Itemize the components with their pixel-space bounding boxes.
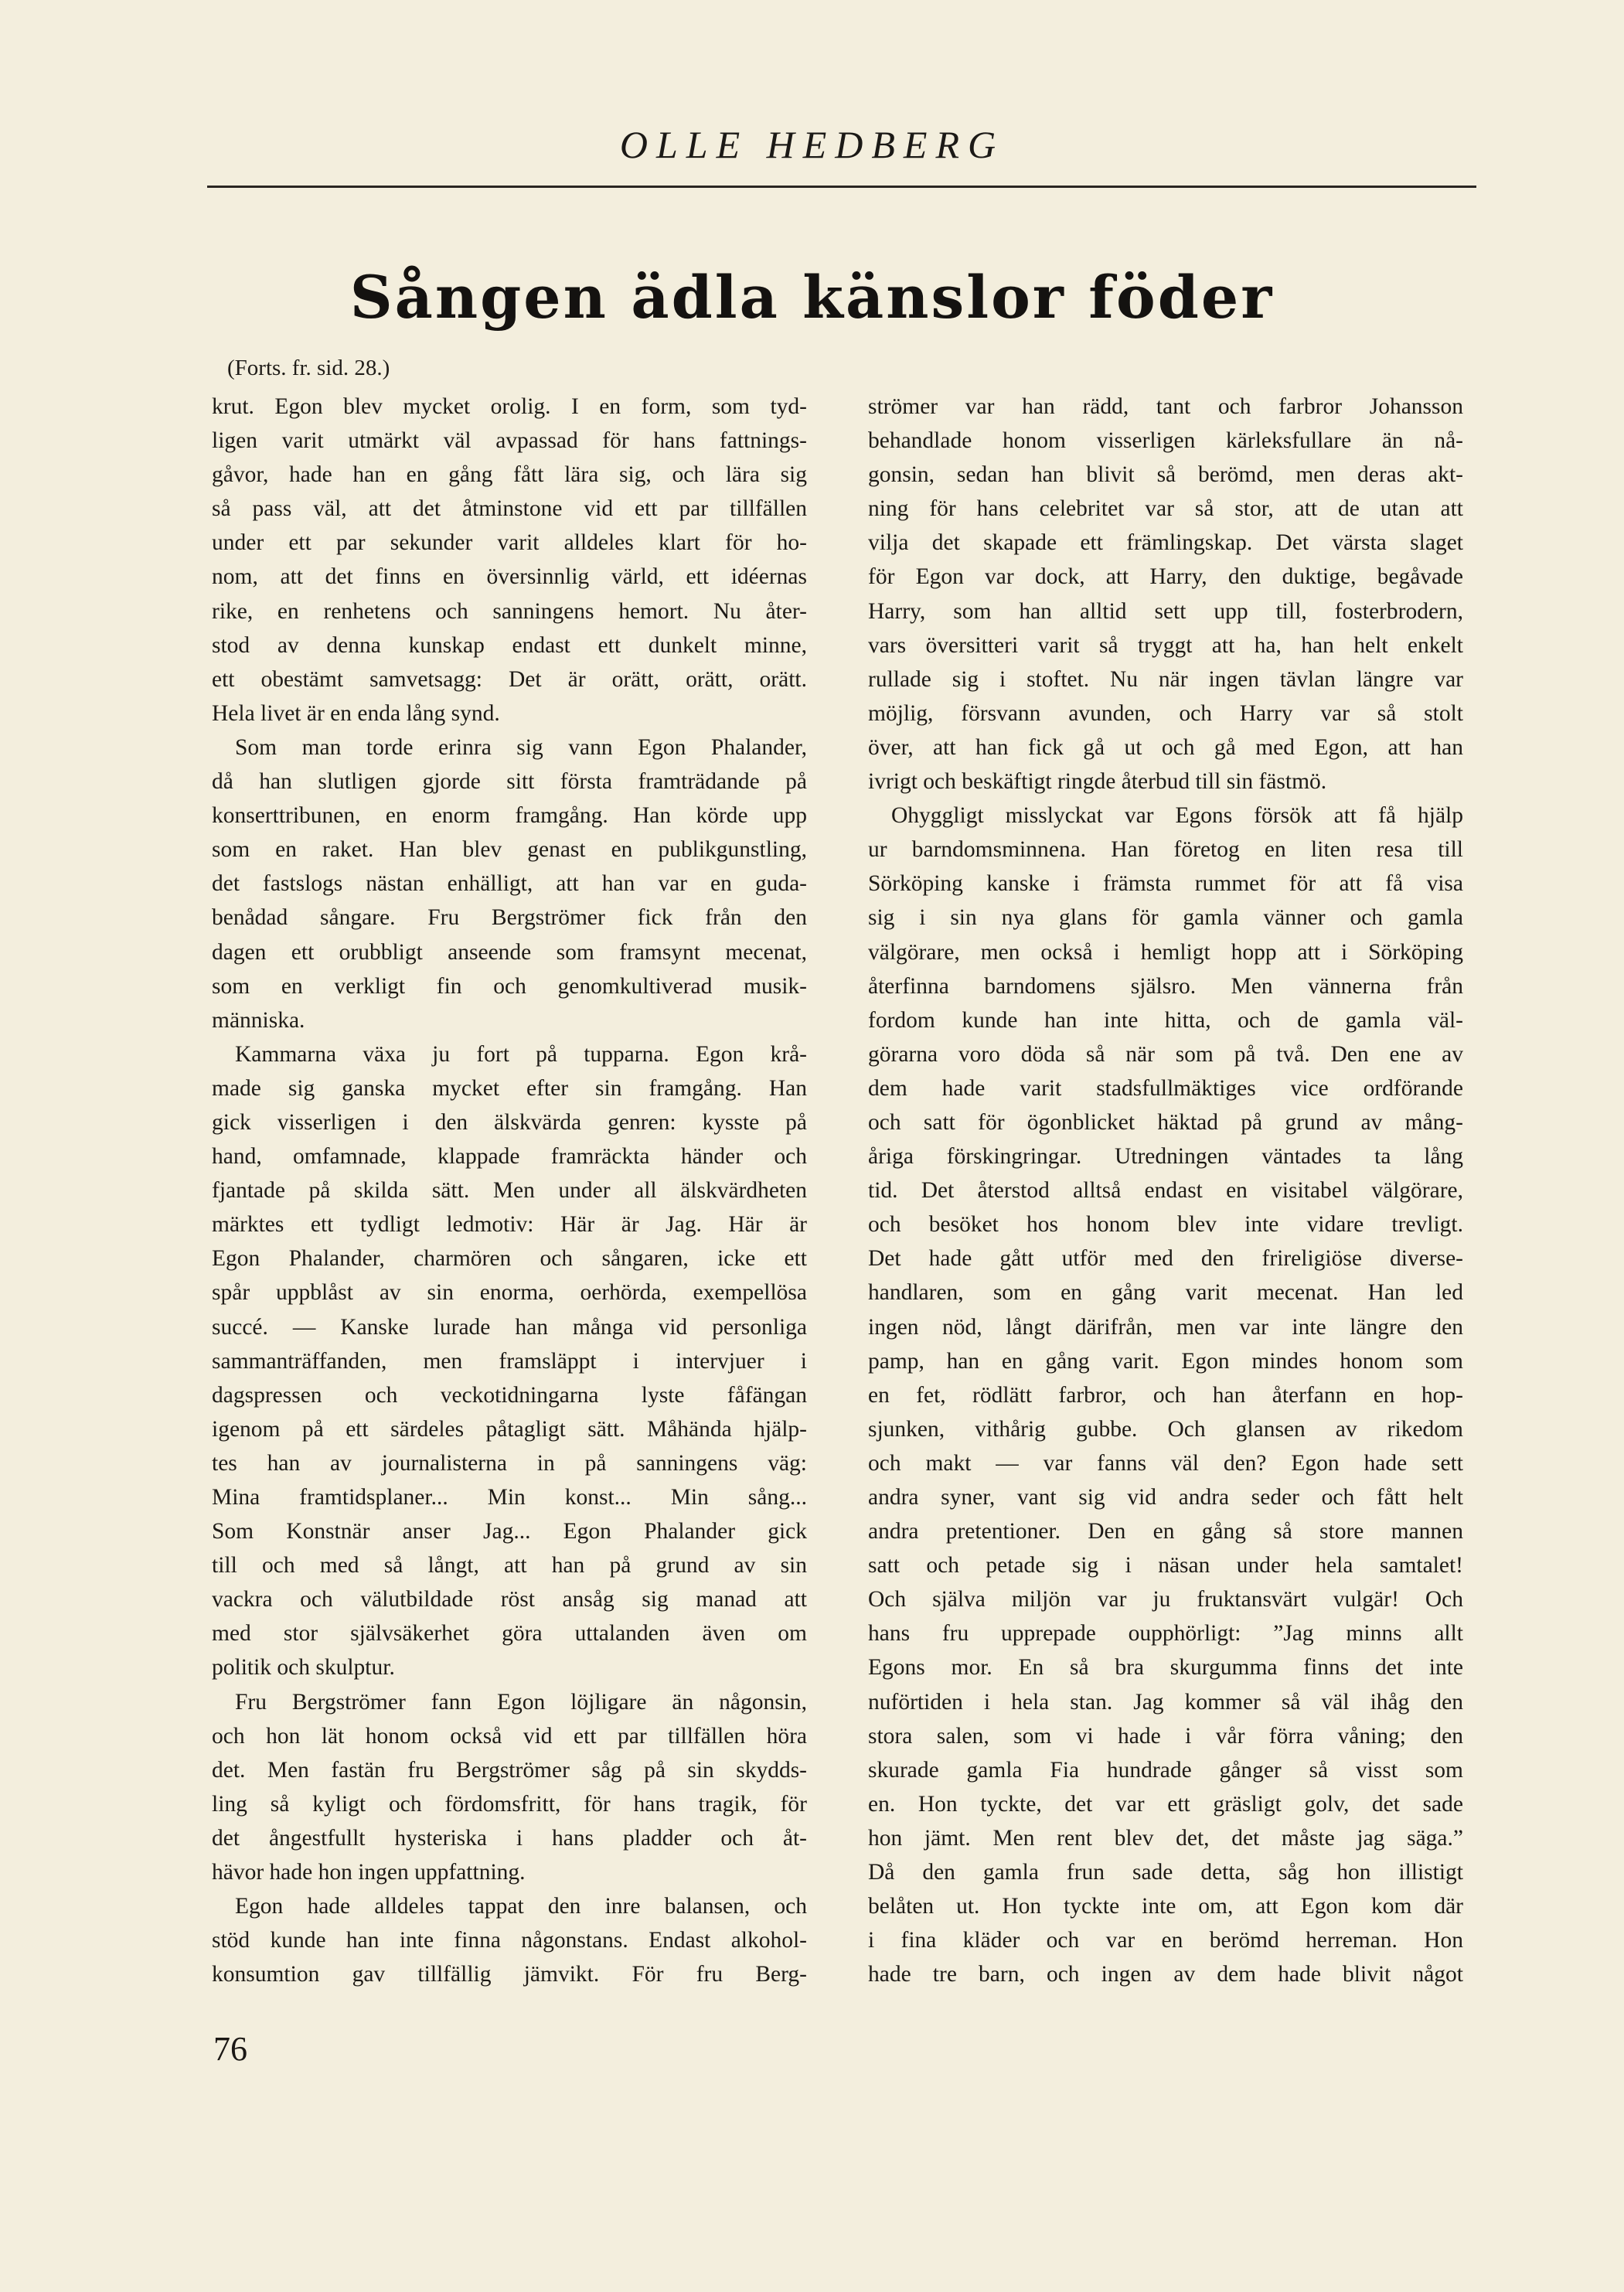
text-line: så pass väl, att det åtminstone vid ett par tillfällen [212,496,807,522]
text-line: görarna voro döda så när som på två. Den ene av [868,1041,1463,1067]
text-line: konsumtion gav tillfällig jämvikt. För fru Berg- [212,1962,807,1987]
text-line: nom, att det finns en översinnlig värld, ett idéernas [212,564,807,590]
text-line: tid. Det återstod alltså endast en visitabel välgörare, [868,1178,1463,1204]
text-line: politik och skulptur. [212,1655,395,1681]
text-line: åriga förskingringar. Utredningen väntades ta lång [868,1144,1463,1170]
text-line: Och själva miljön var ju fruktansvärt vulgär! Och [868,1587,1463,1613]
text-line: för Egon var dock, att Harry, den duktige, begåvade [868,564,1463,590]
text-line: Egons mor. En så bra skurgumma finns det inte [868,1655,1463,1681]
text-line: ett obestämt samvetsagg: Det är orätt, orätt, orätt. [212,666,807,692]
text-line: möjlig, försvann avunden, och Harry var så stolt [868,700,1463,726]
text-line: Kammarna växa ju fort på tupparna. Egon krå- [235,1041,807,1067]
text-line: hade tre barn, och ingen av dem hade blivit något [868,1962,1463,1987]
text-line: ivrigt och beskäftigt ringde återbud till sin fästmö. [868,769,1327,795]
text-line: andra pretentioner. Den en gång så store mannen [868,1519,1463,1544]
text-line: hon jämt. Men rent blev det, det måste jag säga.” [868,1825,1463,1851]
page-number: 76 [213,2030,247,2068]
text-line: made sig ganska mycket efter sin framgång. Han [212,1075,807,1101]
text-line: sig i sin nya glans för gamla vänner och gamla [868,905,1463,931]
text-line: satt och petade sig i näsan under hela samtalet! [868,1553,1463,1579]
text-line: då han slutligen gjorde sitt första framträdande på [212,769,807,795]
text-line: Harry, som han alltid sett upp till, fosterbrodern, [868,598,1463,624]
text-line: nuförtiden i hela stan. Jag kommer så väl ihåg den [868,1689,1463,1715]
header-rule [207,186,1476,188]
text-line: rike, en renhetens och sanningens hemort. Nu åter- [212,598,807,624]
text-line: vars översitteri varit så tryggt att ha, han helt enkelt [868,632,1463,658]
text-line: ingen nöd, långt därifrån, men var inte längre den [868,1314,1463,1340]
text-line: Då den gamla frun sade detta, såg hon illistigt [868,1860,1463,1885]
text-line: belåten ut. Hon tyckte inte om, att Egon kom där [868,1894,1463,1919]
text-line: återfinna barndomens själsro. Men vännerna från [868,973,1463,999]
author-header: OLLE HEDBERG [619,123,1005,166]
text-line: rullade sig i stoftet. Nu när ingen tävlan längre var [868,666,1463,692]
text-line: Som Konstnär anser Jag... Egon Phalander gick [212,1519,807,1544]
text-line: ling så kyligt och fördomsfritt, för hans tragik, för [212,1791,807,1817]
text-column-left [212,390,807,1991]
text-line: sammanträffanden, men framsläppt i intervjuer i [212,1348,807,1374]
text-line: med stor självsäkerhet göra uttalanden även om [212,1621,807,1647]
text-line: Hela livet är en enda lång synd. [212,700,500,726]
text-line: gick visserligen i den älskvärda genren: kysste på [212,1109,807,1135]
text-line: Ohyggligt misslyckat var Egons försök att få hjälp [891,803,1463,829]
text-line: ur barndomsminnena. Han företog en liten resa till [868,837,1463,863]
text-line: i fina kläder och var en berömd herreman. Hon [868,1928,1463,1953]
text-line: fordom kunde han inte hitta, och de gamla väl- [868,1007,1463,1033]
text-line: Det hade gått utför med den frireligiöse diverse- [868,1246,1463,1272]
text-line: Fru Bergströmer fann Egon löjligare än någonsin, [235,1689,807,1715]
text-line: välgörare, men också i hemligt hopp att i Sörköping [868,939,1463,965]
text-line: vilja det skapade ett främlingskap. Det värsta slaget [868,530,1463,556]
text-line: märktes ett tydligt ledmotiv: Här är Jag. Här är [212,1212,807,1238]
text-line: Som man torde erinra sig vann Egon Phalander, [235,734,807,760]
text-line: hävor hade hon ingen uppfattning. [212,1860,526,1885]
text-line: benådad sångare. Fru Bergströmer fick från den [212,905,807,931]
text-line: och besöket hos honom blev inte vidare trevligt. [868,1212,1463,1238]
text-line: ligen varit utmärkt väl avpassad för hans fattnings- [212,428,807,454]
text-line: tes han av journalisterna in på sanningens väg: [212,1450,807,1476]
text-line: som en raket. Han blev genast en publikgunstling, [212,837,807,863]
text-line: konserttribunen, en enorm framgång. Han körde upp [212,803,807,829]
text-line: och hon lät honom också vid ett par tillfällen höra [212,1723,807,1749]
text-line: igenom på ett särdeles påtagligt sätt. Måhända hjälp- [212,1416,807,1442]
text-line: krut. Egon blev mycket orolig. I en form, som tyd- [212,394,807,419]
continuation-note: (Forts. fr. sid. 28.) [227,356,390,380]
text-line: pamp, han en gång varit. Egon mindes honom som [868,1348,1463,1374]
text-line: dagen ett orubbligt anseende som framsynt mecenat, [212,939,807,965]
text-line: behandlade honom visserligen kärleksfullare än nå- [868,428,1463,454]
text-line: strömer var han rädd, tant och farbror Johansson [868,394,1463,419]
text-line: vackra och välutbildade röst ansåg sig manad att [212,1587,807,1613]
text-line: under ett par sekunder varit alldeles klart för ho- [212,530,807,556]
text-line: dem hade varit stadsfullmäktiges vice ordförande [868,1075,1463,1101]
text-line: Egon Phalander, charmören och sångaren, icke ett [212,1246,807,1272]
text-line: fjantade på skilda sätt. Men under all älskvärdheten [212,1178,807,1204]
text-line: sjunken, vithårig gubbe. Och glansen av rikedom [868,1416,1463,1442]
text-line: Mina framtidsplaner... Min konst... Min sång... [212,1485,807,1510]
text-line: skurade gamla Fia hundrade gånger så visst som [868,1757,1463,1783]
text-line: hans fru upprepade oupphörligt: ”Jag minns allt [868,1621,1463,1647]
text-line: till och med så långt, att han på grund av sin [212,1553,807,1579]
article-title: Sången ädla känslor föder [349,263,1275,332]
text-line: gonsin, sedan han blivit så berömd, men deras akt- [868,462,1463,488]
text-line: stora salen, som vi hade i vår förra våning; den [868,1723,1463,1749]
text-line: det fastslogs nästan enhälligt, att han var en guda- [212,871,807,897]
text-line: en. Hon tyckte, det var ett gräsligt golv, det sade [868,1791,1463,1817]
text-line: succé. — Kanske lurade han många vid personliga [212,1314,807,1340]
text-line: stod av denna kunskap endast ett dunkelt minne, [212,632,807,658]
text-line: stöd kunde han inte finna någonstans. Endast alkohol- [212,1928,807,1953]
text-line: som en verkligt fin och genomkultiverad musik- [212,973,807,999]
text-line: och makt — var fanns väl den? Egon hade sett [868,1450,1463,1476]
text-line: och satt för ögonblicket häktad på grund av mång- [868,1109,1463,1135]
text-line: hand, omfamnade, klappade framräckta händer och [212,1144,807,1170]
text-line: människa. [212,1007,305,1033]
text-line: en fet, rödlätt farbror, och han återfann en hop- [868,1382,1463,1408]
text-column-right [868,390,1463,1991]
text-line: spår uppblåst av sin enorma, oerhörda, exempellösa [212,1280,807,1306]
text-line: det. Men fastän fru Bergströmer såg på sin skydds- [212,1757,807,1783]
text-line: dagspressen och veckotidningarna lyste fåfängan [212,1382,807,1408]
text-line: över, att han fick gå ut och gå med Egon, att han [868,734,1463,760]
text-line: Sörköping kanske i främsta rummet för att få visa [868,871,1463,897]
text-line: handlaren, som en gång varit mecenat. Han led [868,1280,1463,1306]
text-line: ning för hans celebritet var så stor, att de utan att [868,496,1463,522]
text-line: gåvor, hade han en gång fått lära sig, och lära sig [212,462,807,488]
text-line: det ångestfullt hysteriska i hans pladder och åt- [212,1825,807,1851]
text-line: andra syner, vant sig vid andra seder och fått helt [868,1485,1463,1510]
text-line: Egon hade alldeles tappat den inre balansen, och [235,1894,807,1919]
